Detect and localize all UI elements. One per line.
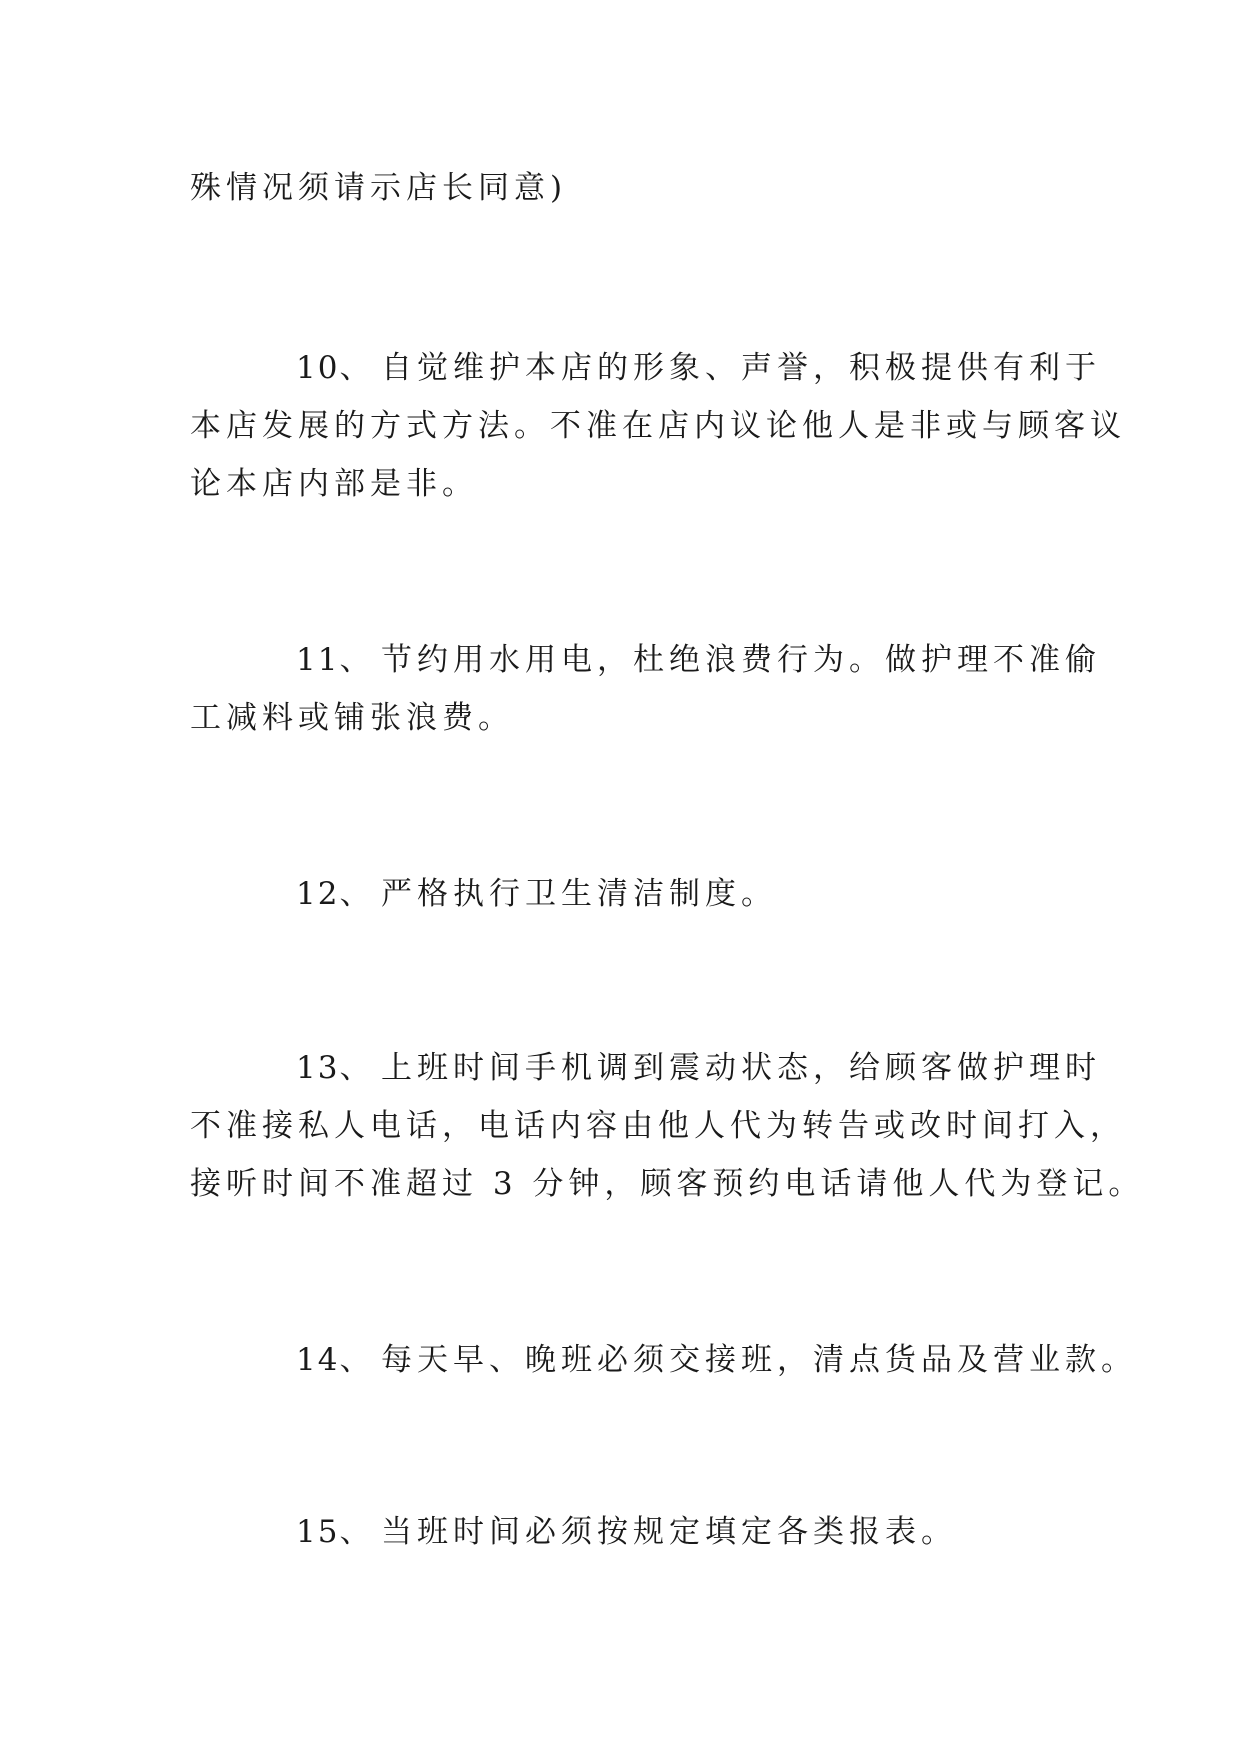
item-text: 每天早、晚班必须交接班，清点货品及营业款。 bbox=[381, 1342, 1137, 1378]
list-item-11-line-1 bbox=[296, 640, 1176, 680]
list-item-10-line-2: 本店发展的方式方法。不准在店内议论他人是非或与顾客议 bbox=[190, 408, 1126, 444]
item-text: 上班时间手机调到震动状态，给顾客做护理时 bbox=[381, 1050, 1101, 1086]
item-number: 10、 bbox=[296, 350, 373, 386]
item-number: 13、 bbox=[296, 1050, 373, 1086]
item-text: 严格执行卫生清洁制度。 bbox=[381, 876, 777, 912]
list-item-13-line-2: 不准接私人电话，电话内容由他人代为转告或改时间打入， bbox=[190, 1108, 1126, 1144]
item-number: 12、 bbox=[296, 876, 373, 912]
item-text: 当班时间必须按规定填定各类报表。 bbox=[381, 1514, 957, 1550]
paragraph-fragment: 殊情况须请示店长同意) bbox=[190, 170, 568, 206]
list-item-12-line-1 bbox=[296, 874, 1176, 914]
list-item-13-line-3: 接听时间不准超过 3 分钟，顾客预约电话请他人代为登记。 bbox=[190, 1166, 1145, 1202]
item-text: 自觉维护本店的形象、声誉，积极提供有利于 bbox=[381, 350, 1101, 386]
list-item-11-line-2: 工减料或铺张浪费。 bbox=[190, 700, 514, 736]
item-number: 14、 bbox=[296, 1342, 373, 1378]
list-item-13-line-1 bbox=[296, 1048, 1176, 1088]
list-item-14-line-1 bbox=[296, 1340, 1176, 1380]
item-text: 节约用水用电，杜绝浪费行为。做护理不准偷 bbox=[381, 642, 1101, 678]
item-number: 11、 bbox=[296, 642, 373, 678]
list-item-15-line-1 bbox=[296, 1512, 1176, 1552]
item-number: 15、 bbox=[296, 1514, 373, 1550]
list-item-10-line-1 bbox=[296, 348, 1176, 388]
list-item-10-line-3: 论本店内部是非。 bbox=[190, 466, 478, 502]
